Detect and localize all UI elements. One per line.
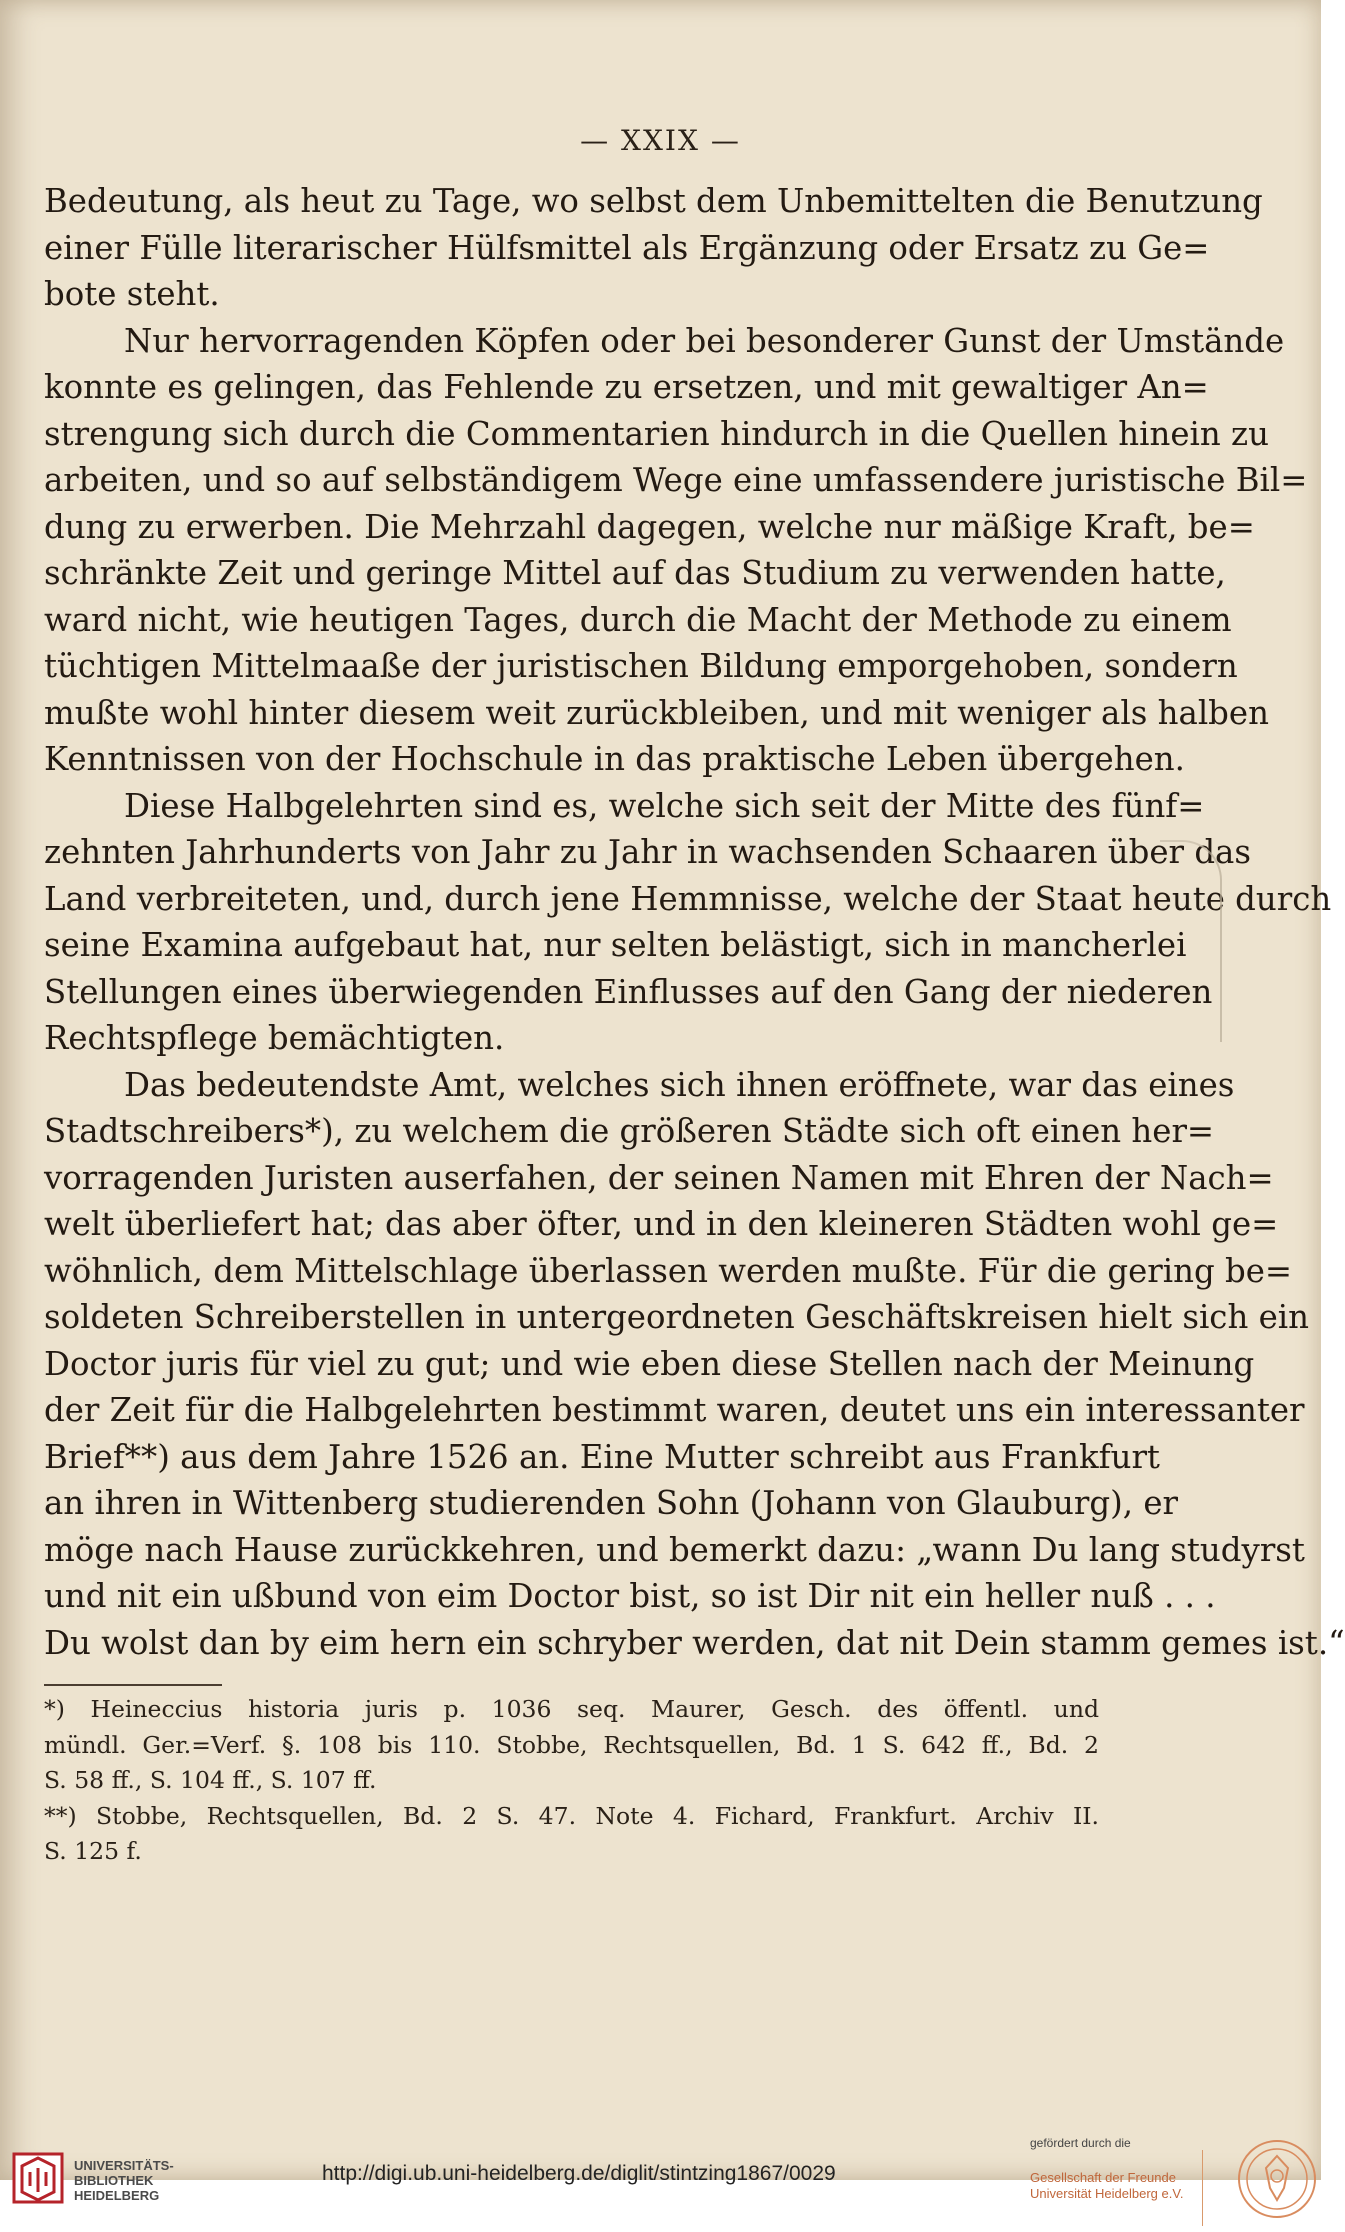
body-line: zehnten Jahrhunderts von Jahr zu Jahr in wachsenden Schaaren über das bbox=[44, 833, 1251, 871]
body-line: Stellungen eines überwiegenden Einflusses auf den Gang der niederen bbox=[44, 972, 1213, 1011]
sponsor-name[interactable] bbox=[1030, 2170, 1183, 2202]
body-line: Nur hervorragenden Köpfen oder bei besonderer Gunst der Umstände bbox=[124, 321, 1285, 360]
body-line: welt überliefert hat; das aber öfter, und in den kleineren Städten wohl ge= bbox=[44, 1205, 1279, 1243]
footnote-separator bbox=[44, 1684, 222, 1686]
university-library-logo-icon bbox=[12, 2152, 64, 2204]
body-line: strengung sich durch die Commentarien hindurch in die Quellen hinein zu bbox=[44, 414, 1269, 453]
body-line: und nit ein ußbund von eim Doctor bist, so ist Dir nit ein heller nuß . . . bbox=[44, 1577, 1216, 1615]
body-line: einer Fülle literarischer Hülfsmittel als Ergänzung oder Ersatz zu Ge= bbox=[44, 228, 1210, 267]
footnotes bbox=[44, 1692, 1099, 1870]
margin-pencil-mark bbox=[1160, 840, 1222, 1042]
body-line: Land verbreiteten, und, durch jene Hemmnisse, welche der Staat heute durch bbox=[44, 879, 1332, 918]
library-name bbox=[74, 2158, 174, 2203]
body-line: ward nicht, wie heutigen Tages, durch die Macht der Methode zu einem bbox=[44, 600, 1232, 639]
body-line: Kenntnissen von der Hochschule in das praktische Leben übergehen. bbox=[44, 740, 1185, 778]
body-line: arbeiten, und so auf selbständigem Wege eine umfassendere juristische Bil= bbox=[44, 461, 1308, 499]
body-line: der Zeit für die Halbgelehrten bestimmt waren, deutet uns ein interessanter bbox=[44, 1391, 1305, 1429]
body-text bbox=[44, 178, 1345, 1666]
sponsor-name-line: Universität Heidelberg e.V. bbox=[1030, 2186, 1184, 2201]
body-line: Bedeutung, als heut zu Tage, wo selbst dem Unbemittelten die Benutzung bbox=[44, 182, 1263, 220]
library-name-line: BIBLIOTHEK bbox=[74, 2173, 154, 2188]
body-line: Brief**) aus dem Jahre 1526 an. Eine Mutter schreibt aus Frankfurt bbox=[44, 1437, 1160, 1476]
sponsor-label: gefördert durch die bbox=[1030, 2136, 1131, 2150]
body-line: bote steht. bbox=[44, 275, 220, 313]
library-name-line: UNIVERSITÄTS- bbox=[74, 2158, 174, 2173]
body-line: Diese Halbgelehrten sind es, welche sich seit der Mitte des fünf= bbox=[124, 786, 1205, 825]
body-line: Stadtschreibers*), zu welchem die größeren Städte sich oft einen her= bbox=[44, 1112, 1215, 1150]
body-line: tüchtigen Mittelmaaße der juristischen Bildung emporgehoben, sondern bbox=[44, 647, 1238, 685]
page-number: — XXIX — bbox=[580, 124, 741, 157]
footnote-line: *) Heineccius historia juris p. 1036 seq. Maurer, Gesch. des öffentl. und bbox=[44, 1695, 1099, 1723]
footnote-line: S. 125 f. bbox=[44, 1837, 142, 1865]
body-line: mußte wohl hinter diesem weit zurückbleiben, und mit weniger als halben bbox=[44, 693, 1269, 732]
body-line: soldeten Schreiberstellen in untergeordneten Geschäftskreisen hielt sich ein bbox=[44, 1298, 1309, 1336]
footnote-line: mündl. Ger.=Verf. §. 108 bis 110. Stobbe, Rechtsquellen, Bd. 1 S. 642 ff., Bd. 2 bbox=[44, 1730, 1099, 1759]
body-line: Rechtspflege bemächtigten. bbox=[44, 1019, 505, 1057]
body-line: an ihren in Wittenberg studierenden Sohn (Johann von Glauburg), er bbox=[44, 1484, 1178, 1522]
body-line: wöhnlich, dem Mittelschlage überlassen werden mußte. Für die gering be= bbox=[44, 1251, 1293, 1290]
body-line: konnte es gelingen, das Fehlende zu ersetzen, und mit gewaltiger An= bbox=[44, 368, 1209, 406]
footnote-line: S. 58 ff., S. 104 ff., S. 107 ff. bbox=[44, 1766, 377, 1794]
footer-divider bbox=[1202, 2150, 1203, 2226]
body-line: möge nach Hause zurückkehren, und bemerkt dazu: „wann Du lang studyrst bbox=[44, 1530, 1305, 1569]
body-line: seine Examina aufgebaut hat, nur selten belästigt, sich in mancherlei bbox=[44, 926, 1187, 964]
body-line: schränkte Zeit und geringe Mittel auf das Studium zu verwenden hatte, bbox=[44, 554, 1226, 592]
body-line: Du wolst dan by eim hern ein schryber werden, dat nit Dein stamm gemes ist.“ bbox=[44, 1623, 1345, 1662]
body-line: vorragenden Juristen auserfahen, der seinen Namen mit Ehren der Nach= bbox=[44, 1158, 1274, 1197]
body-line: Doctor juris für viel zu gut; und wie eben diese Stellen nach der Meinung bbox=[44, 1344, 1255, 1383]
footnote-line: **) Stobbe, Rechtsquellen, Bd. 2 S. 47. Note 4. Fichard, Frankfurt. Archiv II. bbox=[44, 1801, 1099, 1830]
library-name-line: HEIDELBERG bbox=[74, 2188, 160, 2203]
body-line: dung zu erwerben. Die Mehrzahl dagegen, welche nur mäßige Kraft, be= bbox=[44, 507, 1255, 546]
sponsor-name-line: Gesellschaft der Freunde bbox=[1030, 2170, 1176, 2185]
body-line: Das bedeutendste Amt, welches sich ihnen eröffnete, war das eines bbox=[124, 1065, 1235, 1104]
university-seal-icon bbox=[1236, 2138, 1318, 2220]
page-url-link[interactable]: http://digi.ub.uni-heidelberg.de/diglit/stintzing1867/0029 bbox=[322, 2162, 836, 2185]
